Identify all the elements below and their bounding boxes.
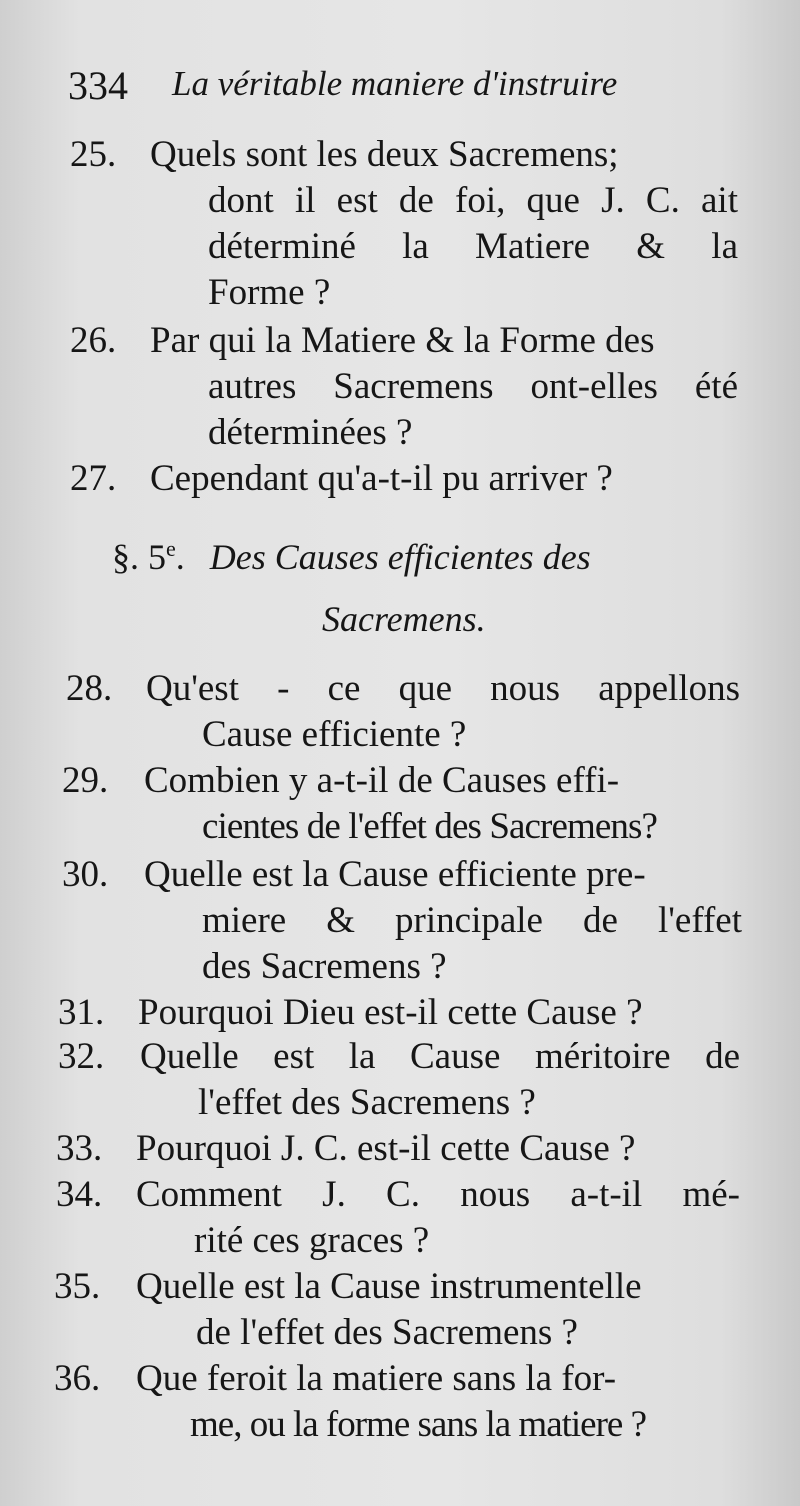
- question-line: rité ces graces ?: [194, 1220, 430, 1261]
- section-mark: §. 5: [112, 537, 166, 577]
- question-line: Pourquoi J. C. est-il cette Cause ?: [136, 1128, 636, 1169]
- section-heading-line-1: §. 5e. Des Causes efficientes des: [112, 536, 591, 577]
- question-line: Pourquoi Dieu est-il cette Cause ?: [138, 992, 643, 1033]
- running-title: La véritable maniere d'instruire: [172, 64, 618, 103]
- question-line: Forme ?: [208, 272, 331, 313]
- question-line: Quelle est la Cause méritoire de: [140, 1036, 740, 1077]
- section-title-part-1: Des Causes efficientes des: [209, 537, 591, 577]
- question-line: Par qui la Matiere & la Forme des: [150, 320, 655, 361]
- question-number: 31.: [58, 992, 105, 1033]
- question-number: 32.: [58, 1036, 105, 1077]
- section-superscript: e: [166, 536, 176, 561]
- question-number: 35.: [54, 1266, 101, 1307]
- question-line: Quels sont les deux Sacremens;: [150, 134, 619, 175]
- page-number: 334: [68, 63, 128, 108]
- question-line: Cause efficiente ?: [202, 714, 467, 755]
- question-line: des Sacremens ?: [202, 946, 447, 987]
- question-line: autres Sacremens ont-elles été: [208, 366, 738, 407]
- question-line: déterminé la Matiere & la: [208, 226, 738, 267]
- section-title-part-2: Sacremens.: [322, 599, 486, 639]
- question-line: Quelle est la Cause instrumentelle: [136, 1266, 642, 1307]
- question-line: Que feroit la matiere sans la for-: [136, 1358, 617, 1399]
- question-line: Qu'est - ce que nous appellons: [146, 668, 740, 709]
- question-number: 28.: [66, 668, 113, 709]
- question-number: 26.: [70, 320, 117, 361]
- question-line: miere & principale de l'effet: [202, 900, 742, 941]
- question-line: déterminées ?: [208, 412, 413, 453]
- question-line: dont il est de foi, que J. C. ait: [208, 180, 738, 221]
- question-number: 25.: [70, 134, 117, 175]
- question-number: 36.: [54, 1358, 101, 1399]
- page-header: [68, 62, 708, 122]
- question-line: Comment J. C. nous a-t-il mé-: [136, 1174, 740, 1215]
- question-line: l'effet des Sacremens ?: [198, 1082, 536, 1123]
- question-line: me, ou la forme sans la matiere ?: [190, 1404, 647, 1445]
- question-number: 33.: [56, 1128, 103, 1169]
- question-number: 29.: [62, 760, 109, 801]
- question-number: 34.: [56, 1174, 103, 1215]
- question-line: de l'effet des Sacremens ?: [196, 1312, 578, 1353]
- question-number: 30.: [62, 854, 109, 895]
- question-line: Quelle est la Cause efficiente pre-: [144, 854, 646, 895]
- question-number: 27.: [70, 458, 117, 499]
- question-line: cientes de l'effet des Sacremens?: [202, 806, 658, 847]
- question-line: Cependant qu'a-t-il pu arriver ?: [150, 458, 613, 499]
- question-line: Combien y a-t-il de Causes effi-: [144, 760, 620, 801]
